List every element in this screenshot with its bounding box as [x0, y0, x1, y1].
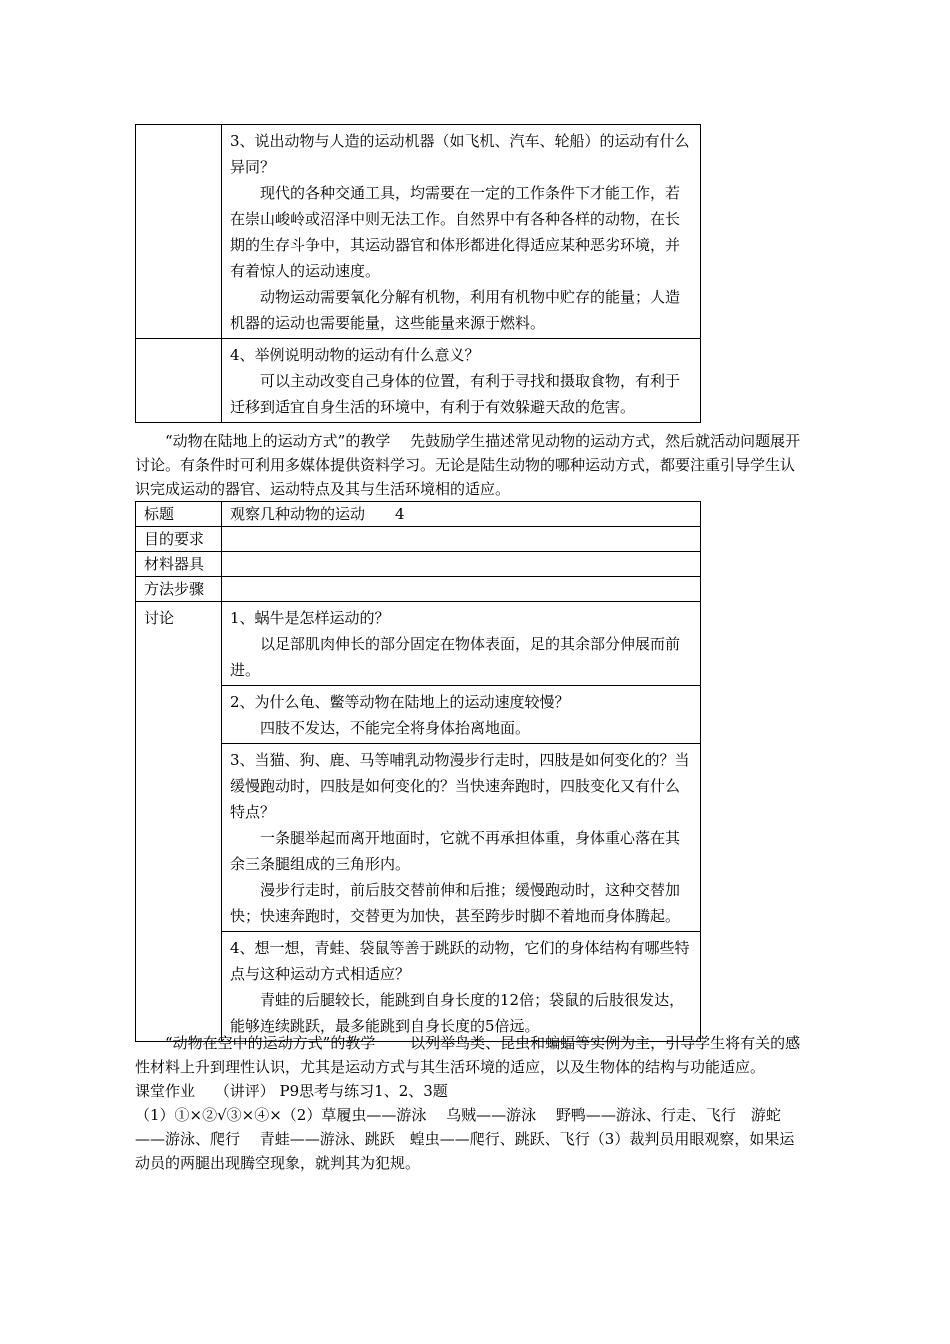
lesson-table-upper: [135, 124, 701, 423]
label-cell: [136, 125, 222, 339]
purpose-value: [222, 527, 701, 552]
homework-line: 课堂作业 （讲评） P9思考与练习1、2、3题: [135, 1082, 448, 1100]
table-row: [136, 602, 701, 686]
materials-label: 材料器具: [136, 552, 222, 577]
question-text: 3、说出动物与人造的运动机器（如飞机、汽车、轮船）的运动有什么异同？: [230, 132, 690, 176]
question-text: 3、当猫、狗、鹿、马等哺乳动物漫步行走时，四肢是如何变化的？当缓慢跑动时，四肢是如何变化的？当快速奔跑时，四肢变化又有什么特点？: [230, 751, 690, 821]
question-cell: [222, 686, 701, 744]
question-text: 4、想一想，青蛙、袋鼠等善于跳跃的动物，它们的身体结构有哪些特点与这种运动方式相适应？: [230, 939, 690, 983]
homework-answers: （1）①×②√③×④×（2）草履虫——游泳 乌贼——游泳 野鸭——游泳、行走、飞行 游蛇——游泳、爬行 青蛙——游泳、跳跃 蝗虫——爬行、跳跃、飞行（3）裁判员用眼观察，如果运动员的两腿出现腾空现象，就判其为犯规。: [135, 1106, 795, 1172]
table-row: [136, 552, 701, 577]
teaching-paragraph-land: “动物在陆地上的运动方式”的教学 先鼓励学生描述常见动物的运动方式，然后就活动问题展开讨论。有条件时可利用多媒体提供资料学习。无论是陆生动物的哪种运动方式，都要注重引导学生认识完成运动的器官、运动特点及其与生活环境相的适应。: [135, 432, 801, 498]
answer-text: 动物运动需要氧化分解有机物，利用有机物中贮存的能量；人造机器的运动也需要能量，这些能量来源于燃料。: [230, 288, 681, 332]
answer-text: 一条腿举起而离开地面时，它就不再承担体重，身体重心落在其余三条腿组成的三角形内。: [230, 829, 681, 873]
answer-text: 以足部肌肉伸长的部分固定在物体表面，足的其余部分伸展而前进。: [230, 635, 681, 679]
teaching-paragraph-air: “动物在空中的运动方式”的教学 以列举鸟类、昆虫和蝙蝠等实例为主，引导学生将有关的感性材料上升到理性认识，尤其是运动方式与其生活环境的适应，以及生物体的结构与功能适应。 课堂作业 （讲评） P9思考与练习1、2、3题 （1）①×②√③×④×（2）草履虫——游泳 乌贼——游泳 野鸭——游泳、行走、飞行 游蛇——游泳、爬行 青蛙——游泳、跳跃 蝗虫——爬行、跳跃、飞行（3）裁判员用眼观察，如果运动员的两腿出现腾空现象，就判其为犯规。: [135, 1031, 805, 1175]
answer-text: 现代的各种交通工具，均需要在一定的工作条件下才能工作，若在崇山峻岭或沼泽中则无法工作。自然界中有各种各样的动物，在长期的生存斗争中，其运动器官和体形都进化得适应某种恶劣环境，并有着惊人的运动速度。: [230, 184, 681, 280]
answer-text: 青蛙的后腿较长，能跳到自身长度的12倍；袋鼠的后肢很发达，能够连续跳跃，最多能跳到自身长度的5倍远。: [230, 991, 685, 1035]
answer-text: 漫步行走时，前后肢交替前伸和后推；缓慢跑动时，这种交替加快；快速奔跑时，交替更为加快，甚至跨步时脚不着地而身体腾起。: [230, 881, 681, 925]
method-value: [222, 577, 701, 602]
question-cell: [222, 602, 701, 686]
discussion-label: 讨论: [136, 602, 222, 1042]
table-row: [136, 502, 701, 527]
table-row: [136, 577, 701, 602]
question-cell: [222, 125, 701, 339]
answer-text: 可以主动改变自己身体的位置，有利于寻找和摄取食物，有利于迁移到适宜自身生活的环境中，有利于有效躲避天敌的危害。: [230, 372, 681, 416]
method-label: 方法步骤: [136, 577, 222, 602]
question-cell: [222, 744, 701, 932]
question-cell: [222, 339, 701, 423]
label-cell: [136, 339, 222, 423]
question-cell: [222, 932, 701, 1042]
question-text: 1、蜗牛是怎样运动的？: [230, 609, 390, 627]
activity-table: [135, 501, 701, 1042]
question-text: 2、为什么龟、鳖等动物在陆地上的运动速度较慢？: [230, 693, 570, 711]
title-value: 观察几种动物的运动 4: [222, 502, 701, 527]
materials-value: [222, 552, 701, 577]
answer-text: 四肢不发达，不能完全将身体抬离地面。: [260, 719, 531, 737]
title-label: 标题: [136, 502, 222, 527]
purpose-label: 目的要求: [136, 527, 222, 552]
table-row: [136, 339, 701, 423]
table-row: [136, 527, 701, 552]
question-text: 4、举例说明动物的运动有什么意义？: [230, 346, 480, 364]
table-row: [136, 125, 701, 339]
